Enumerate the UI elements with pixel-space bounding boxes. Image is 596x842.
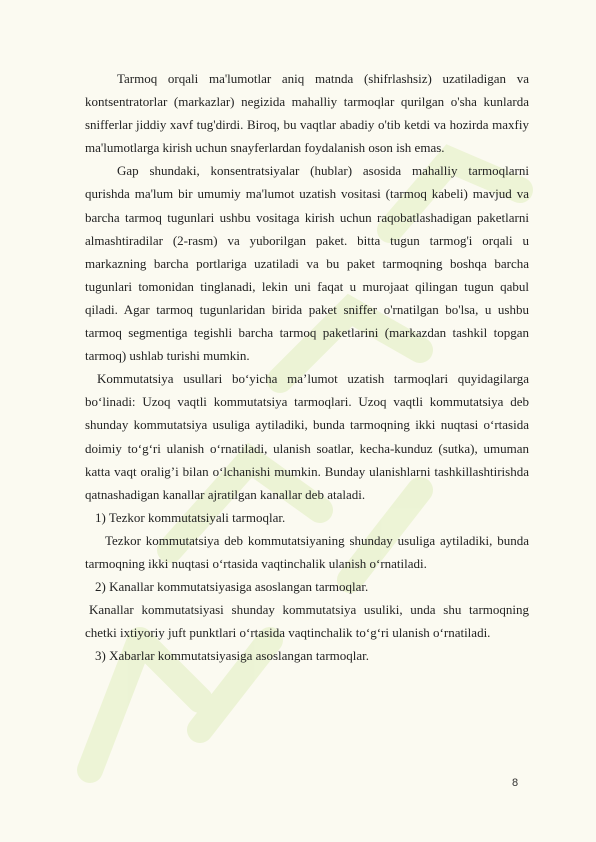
list-item-2: 2) Kanallar kommutatsiyasiga asoslangan tarmoqlar. [95,579,369,595]
page-number: 8 [512,777,519,789]
paragraph-3: Kommutatsiya usullari bo‘yicha ma’lumot uzatish tarmoqlari quyidagilarga bo‘linadi: Uzoq vaqtli kommutatsiya tarmoqlari. Uzoq vaqtli kommutatsiya deb shunday kommutatsiya usuliga aytiladiki, bunda tarmoqning ikki nuqtasi o‘rtasida doimiy to‘g‘ri ulanish o‘rnatiladi, ulanish soatlar, kecha-kunduz (sutka), umuman katta vaqt oralig’i bilan o‘lchanishi mumkin. Bunday ulanishlarni tashkillashtirishda qatnashadigan kanallar ajratilgan kanallar deb ataladi. [85,371,529,502]
paragraph-5: Kanallar kommutatsiyasi shunday kommutatsiya usuliki, unda shu tarmoqning chetki ixtiyoriy juft punktlari o‘rtasida vaqtinchalik to‘g‘ri ulanish o‘rnatiladi. [85,602,529,641]
paragraph-4: Tezkor kommutatsiya deb kommutatsiyaning shunday usuliga aytiladiki, bunda tarmoqning ikki nuqtasi o‘rtasida vaqtinchalik ulanish o‘rnatiladi. [85,532,529,571]
paragraph-1: Tarmoq orqali ma'lumotlar aniq matnda (shifrlashsiz) uzatiladigan va kontsentratorlar (markazlar) negizida mahalliy tarmoqlar qurilgan o'sha kunlarda snifferlar jiddiy xavf tug'dirdi. Biroq, bu vaqtlar abadiy o'tib ketdi va hozirda maxfiy ma'lumotlarga kirish uchun snayferlardan foydalanish oson ish emas. [85,71,529,156]
list-item-1: 1) Tezkor kommutatsiyali tarmoqlar. [95,509,286,525]
list-item-3: 3) Xabarlar kommutatsiyasiga asoslangan tarmoqlar. [95,648,370,664]
document-body [85,67,529,667]
paragraph-2: Gap shundaki, konsentratsiyalar (hublar) asosida mahalliy tarmoqlarni qurishda ma'lum bir umumiy ma'lumot uzatish vositasi (tarmoq kabeli) mavjud va barcha tarmoq tugunlari ushbu vositaga kirish uchun raqobatlashadigan paketlarni almashtiradilar (2-rasm) va yuborilgan paket. bitta tugun tarmog'i orqali u markazning barcha portlariga uzatiladi va bu paket tarmoqning boshqa barcha tugunlari tomonidan tinglanadi, lekin uni faqat u murojaat qilingan tugun qabul qiladi. Agar tarmoq tugunlaridan birida paket sniffer o'rnatilgan bo'lsa, u ushbu tarmoq segmentiga tegishli barcha tarmoq paketlarini (markazdan tashkil topgan tarmoq) ushlab turishi mumkin. [85,163,529,364]
